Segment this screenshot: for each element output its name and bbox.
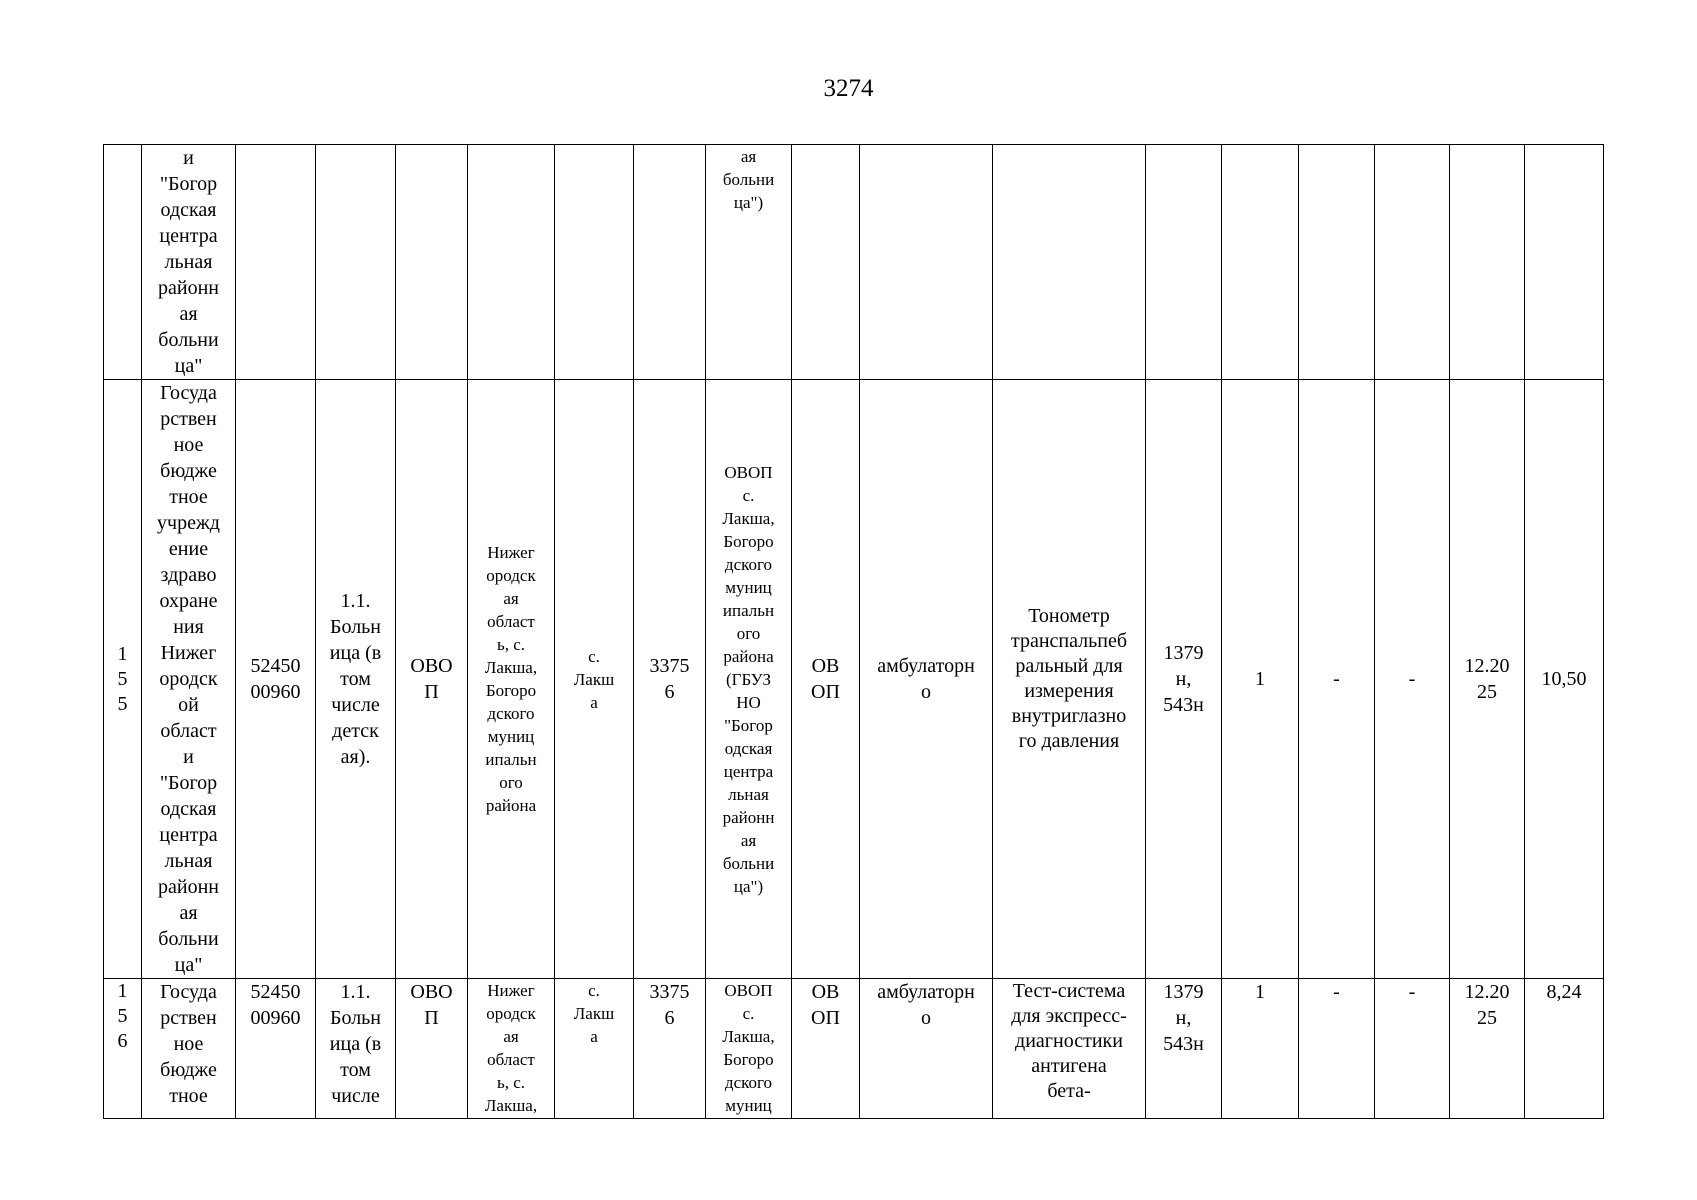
- cell-line: а: [590, 692, 598, 712]
- cell-line: 1: [117, 980, 128, 1002]
- cell-number: [104, 380, 142, 979]
- cell-quantity: [1222, 145, 1299, 380]
- cell-order: [1146, 145, 1222, 380]
- cell-line: ца": [174, 355, 203, 377]
- cell-dash-2: [1375, 979, 1450, 1119]
- cell-line: ральный для: [1015, 655, 1123, 677]
- cell-line: 6: [664, 681, 675, 703]
- cell-line: ица (в: [329, 1033, 382, 1055]
- cell-line: Лакш: [573, 1004, 615, 1023]
- cell-division: [706, 145, 792, 380]
- cell-line: ца"): [733, 193, 764, 212]
- cell-code: [236, 979, 316, 1119]
- cell-line: 12.20: [1464, 981, 1510, 1003]
- page-number: 3274: [823, 75, 874, 102]
- cell-line: 3375: [649, 655, 690, 677]
- cell-address: [468, 380, 555, 979]
- cell-date: [1450, 979, 1525, 1119]
- cell-line: диагностики: [1015, 1030, 1123, 1052]
- cell-dash-1: [1299, 145, 1375, 380]
- cell-equipment: [993, 145, 1146, 380]
- cell-facility-type: [316, 979, 396, 1119]
- cell-unit-short: [792, 145, 860, 380]
- cell-line: -: [1408, 668, 1416, 690]
- cell-line: транспальпеб: [1010, 630, 1128, 652]
- cell-line: муниц: [725, 1096, 772, 1115]
- cell-line: ипальн: [722, 600, 775, 620]
- cell-line: с.: [588, 981, 600, 1000]
- cell-unit: [396, 380, 468, 979]
- cell-line: учрежд: [157, 512, 220, 534]
- cell-line: 1: [1255, 981, 1265, 1003]
- cell-line: ОП: [811, 681, 840, 703]
- cell-code: [236, 380, 316, 979]
- cell-unit-short: [792, 380, 860, 979]
- cell-line: 12.20: [1464, 655, 1510, 677]
- cell-unit: [396, 979, 468, 1119]
- cell-price: [1525, 145, 1604, 380]
- cell-line: Лакша,: [722, 1027, 775, 1046]
- cell-line: Госуда: [160, 382, 217, 404]
- cell-line: П: [424, 1007, 439, 1029]
- cell-line: н,: [1175, 1007, 1192, 1029]
- cell-line: больни: [158, 329, 219, 351]
- cell-line: 3375: [649, 981, 690, 1003]
- cell-line: област: [160, 720, 217, 742]
- cell-line: центра: [159, 824, 218, 846]
- cell-line: детск: [332, 720, 379, 742]
- cell-index: [634, 380, 706, 979]
- cell-line: Тест-система: [1012, 980, 1126, 1002]
- cell-organization: [142, 380, 236, 979]
- cell-dash-1: [1299, 979, 1375, 1119]
- cell-line: област: [487, 612, 535, 631]
- cell-line: ородск: [486, 1004, 536, 1023]
- cell-order: [1146, 380, 1222, 979]
- cell-line: "Богор: [724, 715, 773, 735]
- cell-line: 6: [664, 1007, 675, 1029]
- cell-line: бета-: [1047, 1080, 1091, 1102]
- cell-line: ая: [740, 147, 757, 166]
- cell-line: ение: [168, 538, 209, 560]
- cell-line: 52450: [250, 981, 301, 1003]
- cell-line: ь, с.: [496, 635, 526, 654]
- cell-line: рствен: [160, 1007, 217, 1029]
- cell-line: одская: [160, 798, 217, 820]
- cell-line: НО: [736, 692, 761, 712]
- cell-line: Лакша,: [484, 658, 538, 677]
- cell-line: дского: [724, 1073, 773, 1092]
- cell-dash-2: [1375, 145, 1450, 380]
- cell-line: ого: [499, 773, 523, 792]
- cell-line: ния: [173, 616, 204, 638]
- cell-line: центра: [723, 761, 774, 781]
- cell-line: ОВ: [811, 981, 840, 1003]
- cell-line: 00960: [250, 681, 301, 703]
- cell-line: ая: [503, 589, 519, 608]
- cell-line: охране: [159, 590, 218, 612]
- cell-care-type: [860, 380, 993, 979]
- cell-line: с.: [742, 485, 755, 505]
- cell-line: муниц: [725, 577, 772, 597]
- cell-line: -: [1333, 668, 1340, 690]
- cell-line: льная: [728, 784, 769, 804]
- cell-date: [1450, 145, 1525, 380]
- cell-line: 25: [1477, 681, 1497, 703]
- cell-line: числе: [331, 694, 380, 716]
- cell-line: ца": [174, 954, 203, 976]
- cell-line: ой: [178, 694, 199, 716]
- cell-line: "Богор: [159, 772, 218, 794]
- cell-line: ипальн: [485, 750, 537, 769]
- cell-dash-1: [1299, 380, 1375, 979]
- cell-line: ь, с.: [496, 1073, 526, 1092]
- cell-line: Больн: [329, 1007, 382, 1029]
- cell-line: района: [723, 646, 774, 666]
- cell-line: тное: [169, 486, 208, 508]
- cell-line: Госуда: [160, 981, 217, 1003]
- cell-line: тное: [169, 1085, 208, 1107]
- cell-line: измерения: [1024, 680, 1114, 702]
- cell-line: -: [1408, 981, 1416, 1003]
- cell-line: рствен: [160, 408, 217, 430]
- cell-line: с.: [742, 1004, 755, 1023]
- cell-line: 52450: [250, 655, 301, 677]
- cell-line: 8,24: [1546, 981, 1582, 1003]
- cell-line: Тонометр: [1028, 605, 1110, 627]
- cell-line: амбулаторн: [877, 655, 975, 677]
- cell-line: одская: [724, 738, 773, 758]
- cell-line: Богоро: [723, 531, 774, 551]
- cell-line: ородск: [159, 668, 218, 690]
- cell-line: 5: [117, 692, 128, 715]
- cell-line: района: [485, 796, 537, 815]
- cell-line: Лакша,: [722, 508, 775, 528]
- cell-organization: [142, 145, 236, 380]
- cell-line: Нижег: [487, 981, 535, 1000]
- cell-line: с.: [588, 646, 600, 666]
- cell-line: для экспресс-: [1011, 1005, 1127, 1027]
- cell-care-type: [860, 145, 993, 380]
- cell-line: центра: [159, 225, 218, 247]
- cell-line: амбулаторн: [877, 981, 975, 1003]
- cell-line: ОВОП: [724, 981, 773, 1000]
- cell-line: 543н: [1163, 694, 1204, 716]
- cell-date: [1450, 380, 1525, 979]
- cell-price: [1525, 380, 1604, 979]
- cell-line: о: [921, 681, 931, 703]
- cell-line: н,: [1175, 668, 1192, 690]
- cell-line: 25: [1477, 1007, 1497, 1029]
- cell-line: ОВОП: [724, 462, 773, 482]
- cell-line: ОВ: [811, 655, 840, 677]
- cell-code: [236, 145, 316, 380]
- cell-line: и: [183, 746, 194, 768]
- cell-line: 5: [117, 667, 128, 690]
- cell-line: ное: [173, 1033, 204, 1055]
- cell-line: а: [590, 1027, 598, 1046]
- cell-line: районн: [722, 807, 775, 827]
- cell-line: 1379: [1163, 981, 1204, 1003]
- cell-line: го давления: [1018, 730, 1120, 752]
- cell-division: [706, 979, 792, 1119]
- cell-line: районн: [158, 277, 219, 299]
- cell-line: (ГБУЗ: [726, 669, 771, 689]
- cell-organization: [142, 979, 236, 1119]
- cell-line: -: [1333, 981, 1340, 1003]
- cell-line: льная: [164, 850, 213, 872]
- cell-index: [634, 145, 706, 380]
- cell-line: том: [340, 1059, 371, 1081]
- cell-line: числе: [331, 1085, 380, 1107]
- cell-dash-2: [1375, 380, 1450, 979]
- cell-line: районн: [158, 876, 219, 898]
- cell-line: дского: [724, 554, 773, 574]
- table-row: [104, 145, 1604, 380]
- cell-line: том: [340, 668, 371, 690]
- cell-line: ая: [740, 830, 757, 850]
- cell-line: 543н: [1163, 1033, 1204, 1055]
- cell-quantity: [1222, 979, 1299, 1119]
- cell-line: 1.1.: [340, 590, 371, 612]
- cell-address: [468, 979, 555, 1119]
- cell-line: "Богор: [159, 173, 218, 195]
- cell-unit-short: [792, 979, 860, 1119]
- cell-line: 5: [117, 1005, 128, 1027]
- cell-number: [104, 145, 142, 380]
- cell-line: 10,50: [1541, 668, 1587, 690]
- cell-facility-type: [316, 380, 396, 979]
- cell-line: и: [183, 147, 194, 169]
- cell-line: ая).: [340, 746, 371, 768]
- cell-line: больни: [158, 928, 219, 950]
- cell-line: ОВО: [410, 981, 453, 1003]
- table-row: [104, 979, 1604, 1119]
- cell-line: ОП: [811, 1007, 840, 1029]
- cell-line: Больн: [329, 616, 382, 638]
- cell-line: о: [921, 1007, 931, 1029]
- cell-line: бюдже: [160, 460, 217, 482]
- cell-line: антигена: [1031, 1055, 1107, 1077]
- cell-equipment: [993, 979, 1146, 1119]
- cell-line: Нижег: [487, 543, 535, 562]
- cell-locality: [555, 145, 634, 380]
- cell-line: ца"): [733, 876, 764, 896]
- equipment-table: [103, 144, 1604, 1119]
- cell-line: льная: [164, 251, 213, 273]
- cell-line: ая: [503, 1027, 519, 1046]
- cell-line: больни: [722, 170, 775, 189]
- cell-unit: [396, 145, 468, 380]
- cell-line: одская: [160, 199, 217, 221]
- cell-quantity: [1222, 380, 1299, 979]
- cell-price: [1525, 979, 1604, 1119]
- cell-line: Богоро: [723, 1050, 774, 1069]
- cell-number: [104, 979, 142, 1119]
- cell-line: 6: [117, 1030, 128, 1052]
- cell-line: здраво: [160, 564, 217, 586]
- cell-line: бюдже: [160, 1059, 217, 1081]
- cell-line: муниц: [487, 727, 535, 746]
- cell-line: 1: [1255, 668, 1265, 690]
- cell-line: Богоро: [485, 681, 537, 700]
- cell-line: дского: [487, 704, 535, 723]
- cell-line: 1.1.: [340, 981, 371, 1003]
- cell-locality: [555, 979, 634, 1119]
- cell-line: ородск: [486, 566, 536, 585]
- cell-equipment: [993, 380, 1146, 979]
- cell-line: ОВО: [410, 655, 453, 677]
- cell-division: [706, 380, 792, 979]
- cell-line: Лакш: [573, 669, 615, 689]
- cell-locality: [555, 380, 634, 979]
- cell-line: П: [424, 681, 439, 703]
- cell-line: ого: [736, 623, 761, 643]
- cell-care-type: [860, 979, 993, 1119]
- cell-line: 1379: [1163, 642, 1204, 664]
- cell-line: област: [487, 1050, 535, 1069]
- cell-line: ая: [179, 902, 198, 924]
- cell-line: ное: [173, 434, 204, 456]
- cell-line: Лакша,: [484, 1096, 538, 1115]
- cell-line: ая: [179, 303, 198, 325]
- cell-address: [468, 145, 555, 380]
- cell-order: [1146, 979, 1222, 1119]
- cell-line: 1: [117, 642, 128, 665]
- cell-line: ица (в: [329, 642, 382, 664]
- cell-facility-type: [316, 145, 396, 380]
- table-row: [104, 380, 1604, 979]
- cell-line: больни: [722, 853, 775, 873]
- cell-line: 00960: [250, 1007, 301, 1029]
- cell-line: внутриглазно: [1011, 705, 1127, 727]
- cell-index: [634, 979, 706, 1119]
- cell-line: Нижег: [160, 642, 217, 664]
